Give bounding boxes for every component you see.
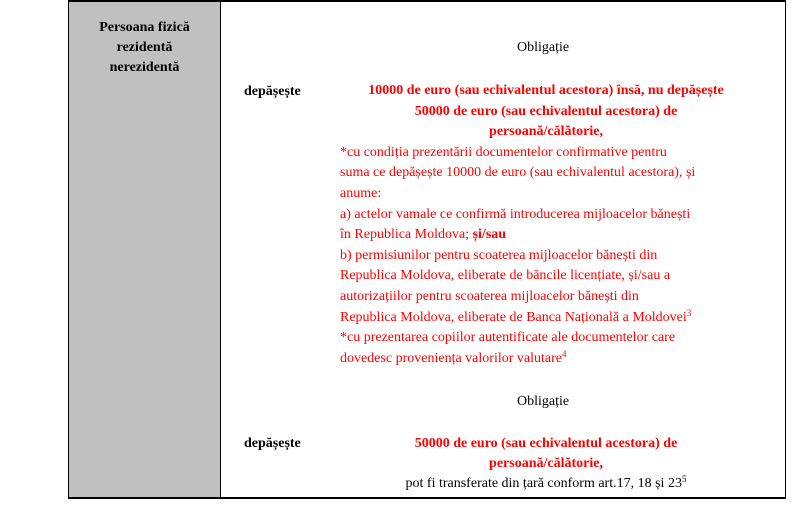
- amount2-line-2: persoană/călătorie,: [489, 456, 603, 471]
- amount2-line-1: 50000 de euro (sau echivalentul acestora) de: [414, 436, 678, 451]
- condition-line-7: Republica Moldova, eliberate de băncile licențiate, și/sau a: [340, 268, 671, 284]
- obligation-heading-1: Obligație: [517, 40, 570, 55]
- table-bottom-border: [68, 497, 786, 499]
- condition-block-2: [340, 434, 752, 494]
- condition-line-9: [340, 308, 752, 329]
- condition-line-4: a) actelor vamale ce confirmă introducerea mijloacelor bănești: [340, 206, 691, 222]
- condition-line-1: *cu condiția prezentării documentelor confirmative pentru: [340, 144, 667, 160]
- and-or-text: și/sau: [472, 227, 507, 243]
- table-top-border: [68, 0, 786, 2]
- header-line-3: nerezidentă: [109, 60, 180, 75]
- condition-block-1: [340, 81, 752, 369]
- condition-line-9-text: Republica Moldova, eliberate de Banca Națională a Moldovei: [340, 309, 687, 325]
- header-line-2: rezidentă: [116, 40, 173, 55]
- condition-line-5-text: în Republica Moldova;: [340, 227, 473, 243]
- condition-line-6: b) permisiunilor pentru scoaterea mijloacelor bănești din: [340, 247, 658, 263]
- condition-line-10: *cu prezentarea copiilor autentificate ale documentelor care: [340, 330, 676, 346]
- footnote-4: 4: [561, 348, 567, 359]
- condition-line-3: anume:: [340, 185, 382, 201]
- footnote-5: 5: [681, 474, 687, 484]
- condition-line-8: autorizațiilor pentru scoaterea mijloacelor bănești din: [340, 288, 639, 304]
- transfer-line: [340, 474, 752, 494]
- transfer-text: pot fi transferate din țară conform art.17, 18 și 23: [405, 476, 682, 491]
- exceeds-label-2: depășește: [244, 436, 301, 451]
- exceeds-label-1: depășește: [244, 84, 301, 99]
- header-line-1: Persoana fizică: [99, 20, 190, 35]
- condition-line-11-text: dovedesc proveniența valorilor valutare: [340, 350, 562, 366]
- column-divider: [220, 2, 221, 497]
- amount-line-3: persoană/călătorie,: [489, 124, 603, 140]
- obligation-heading-2: Obligație: [517, 394, 570, 409]
- condition-line-2: suma ce depășește 10000 de euro (sau echivalentul acestora), și: [340, 165, 696, 181]
- footnote-3: 3: [686, 307, 692, 318]
- table-right-border: [785, 0, 786, 499]
- condition-line-11: [340, 349, 752, 370]
- amount-line-1: 10000 de euro (sau echivalentul acestora) însă, nu depășește: [368, 83, 724, 98]
- condition-line-5: [340, 225, 752, 246]
- row-header: [69, 18, 220, 78]
- amount-line-2: 50000 de euro (sau echivalentul acestora) de: [414, 103, 678, 119]
